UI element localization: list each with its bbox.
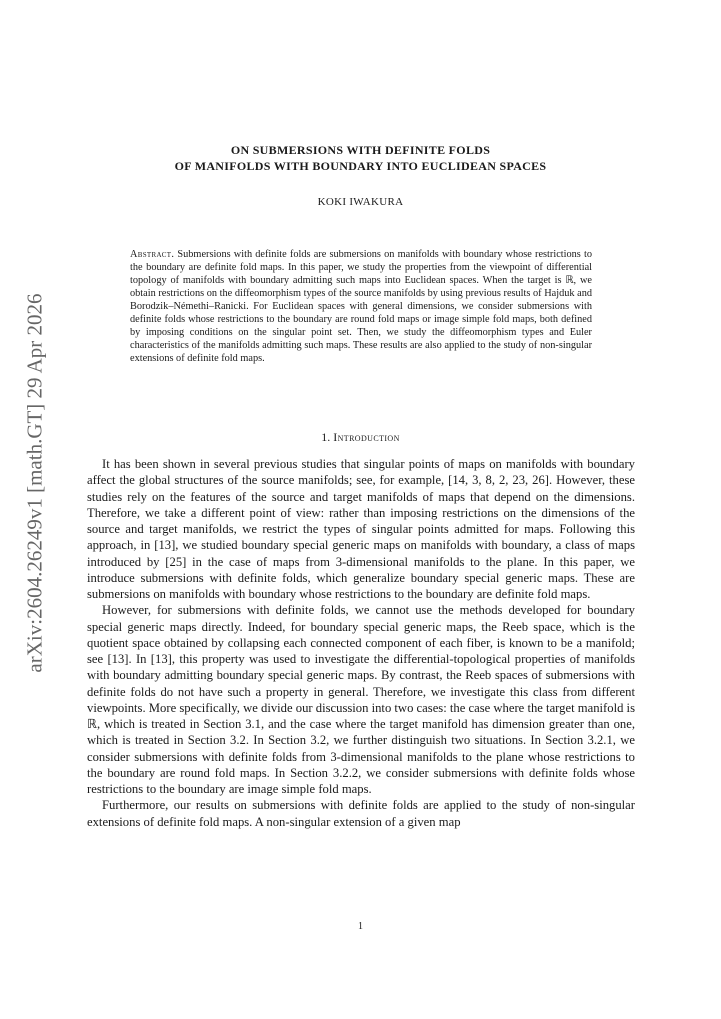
section-title: Introduction xyxy=(333,430,400,444)
body-paragraph-3: Furthermore, our results on submersions with definite folds are applied to the study of non-singular extensions of definite fold maps. A non-singular extension of a given map xyxy=(87,798,635,829)
abstract-label: Abstract. xyxy=(130,249,175,260)
page-number: 1 xyxy=(358,921,363,932)
body-paragraph-2: However, for submersions with definite folds, we cannot use the methods developed for boundary special generic maps directly. Indeed, for boundary special generic maps, the Reeb space, which is the quotient space obtained by collapsing each connected component of each fiber, is known to be a manifold; see [13]. In [13], this property was used to investigate the differential-topological properties of manifolds with boundary admitting boundary special generic maps. By contrast, the Reeb spaces of submersions with definite folds do not have such a property in general. Therefore, we investigate this class from different viewpoints. More specifically, we divide our discussion into two cases: the case where the target manifold is ℝ, which is treated in Section 3.1, and the case where the target manifold has dimension greater than one, which is treated in Section 3.2. In Section 3.2, we further distinguish two situations. In Section 3.2.1, we consider submersions with definite folds from 3-dimensional manifolds to the plane whose restrictions to the boundary are round fold maps. In Section 3.2.2, we consider submersions with definite folds whose restrictions to the boundary are image simple fold maps. xyxy=(87,603,635,796)
abstract-block xyxy=(130,249,592,366)
paper-title-line-2: OF MANIFOLDS WITH BOUNDARY INTO EUCLIDEAN SPACES xyxy=(174,159,547,173)
section-number: 1. xyxy=(321,430,331,444)
paper-title xyxy=(0,142,721,174)
arxiv-identifier-stamp xyxy=(20,288,50,678)
body-paragraph-1: It has been shown in several previous studies that singular points of maps on manifolds with boundary affect the global structures of the source manifolds; see, for example, [14, 3, 8, 2, 23, 26]. However, these studies rely on the features of the source and target manifolds of maps that depend on the dimensions. Therefore, we take a different point of view: rather than imposing restrictions on the dimensions of the source and target manifolds, we restrict the types of singular points admitted for maps. Following this approach, in [13], we studied boundary special generic maps on manifolds with boundary, a class of maps introduced by [25] in the case of maps from 3-dimensional manifolds to the plane. In this paper, we introduce submersions with definite folds, which generalize boundary special generic maps. These are submersions on manifolds with boundary whose restrictions to the boundary are definite fold maps. xyxy=(87,457,635,601)
abstract-text: Submersions with definite folds are submersions on manifolds with boundary whose restrictions to the boundary are definite fold maps. In this paper, we study the properties from the viewpoint of differential topology of manifolds with boundary admitting such maps into Euclidean spaces. When the target is ℝ, we obtain restrictions on the diffeomorphism types of the source manifolds by using previous results of Hajduk and Borodzik–Némethi–Ranicki. For Euclidean spaces with general dimensions, we consider submersions with definite folds whose restrictions to the boundary are round fold maps or image simple fold maps, both defined by imposing conditions on the singular point set. Then, we study the diffeomorphism types and Euler characteristics of the manifolds admitting such maps. These results are also applied to the study of non-singular extensions of definite fold maps. xyxy=(130,249,592,364)
arxiv-identifier-text: arXiv:2604.26249v1 [math.GT] 29 Apr 2026 xyxy=(22,293,47,673)
paper-title-line-1: ON SUBMERSIONS WITH DEFINITE FOLDS xyxy=(230,143,491,157)
section-heading xyxy=(0,430,721,445)
author-name: KOKI IWAKURA xyxy=(317,196,404,208)
introduction-body xyxy=(87,456,635,830)
